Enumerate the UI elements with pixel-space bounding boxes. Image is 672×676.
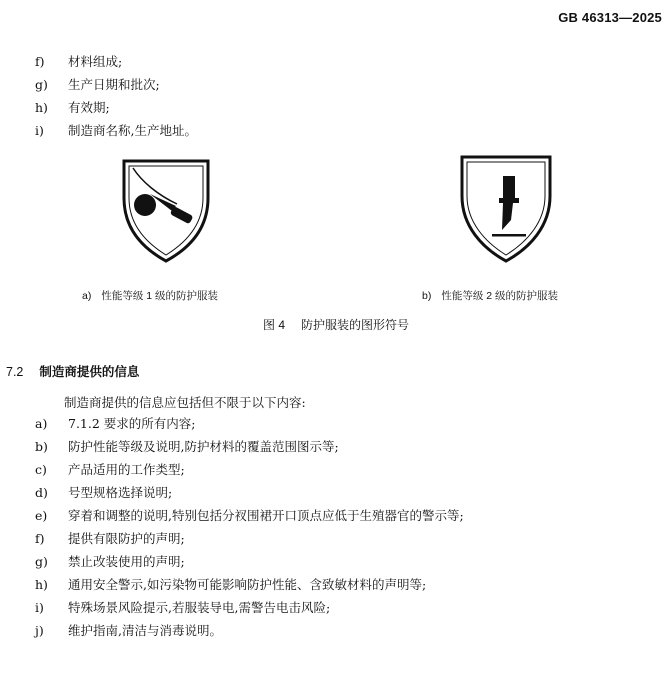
list-item bbox=[35, 550, 464, 573]
list-item bbox=[35, 619, 464, 642]
list-item bbox=[35, 527, 464, 550]
section-number: 7.2 bbox=[6, 365, 24, 379]
subfigure-caption-b: 性能等级 2 级的防护服装 bbox=[441, 290, 559, 302]
list-item bbox=[35, 96, 197, 119]
subfigure-label-a: a) bbox=[82, 290, 92, 302]
list-text: 防护性能等级及说明,防护材料的覆盖范围图示等; bbox=[68, 439, 339, 454]
list-marker: j) bbox=[35, 623, 44, 638]
list-marker: e) bbox=[35, 508, 48, 523]
knife-cut-shield-icon bbox=[120, 158, 212, 264]
list-marker: d) bbox=[35, 485, 48, 500]
figure-number: 图 4 bbox=[262, 318, 285, 332]
list-item bbox=[35, 458, 464, 481]
list-item bbox=[35, 73, 197, 96]
list-text: 穿着和调整的说明,特别包括分衩围裙开口顶点应低于生殖器官的警示等; bbox=[68, 508, 464, 523]
list-text: 提供有限防护的声明; bbox=[68, 531, 185, 546]
list-marker: h) bbox=[35, 577, 48, 592]
list-text: 产品适用的工作类型; bbox=[68, 462, 185, 477]
list-text: 禁止改装使用的声明; bbox=[68, 554, 185, 569]
list-marker: g) bbox=[35, 554, 48, 569]
list-marker: f) bbox=[35, 54, 45, 69]
figure-caption-b bbox=[422, 288, 558, 303]
list-text: 特殊场景风险提示,若服装导电,需警告电击风险; bbox=[68, 600, 331, 615]
list-item bbox=[35, 50, 197, 73]
list-text: 号型规格选择说明; bbox=[68, 485, 173, 500]
list-item bbox=[35, 412, 464, 435]
list-marker: a) bbox=[35, 416, 48, 431]
list-marker: i) bbox=[35, 600, 44, 615]
list-text: 材料组成; bbox=[68, 54, 123, 69]
subfigure-caption-a: 性能等级 1 级的防护服装 bbox=[101, 290, 219, 302]
section-intro: 制造商提供的信息应包括但不限于以下内容: bbox=[64, 395, 306, 410]
list-item bbox=[35, 504, 464, 527]
list-item bbox=[35, 481, 464, 504]
list-item bbox=[35, 573, 464, 596]
section-title: 制造商提供的信息 bbox=[39, 365, 140, 379]
figure-title-text: 防护服装的图形符号 bbox=[301, 318, 410, 332]
list-text: 有效期; bbox=[68, 100, 110, 115]
list-text: 维护指南,清洁与消毒说明。 bbox=[68, 623, 222, 638]
section-heading bbox=[6, 362, 139, 380]
list-item bbox=[35, 119, 197, 142]
list-marker: c) bbox=[35, 462, 47, 477]
list-marker: b) bbox=[35, 439, 48, 454]
knife-stab-shield-icon bbox=[458, 154, 554, 264]
list-item bbox=[35, 435, 464, 458]
info-list-top bbox=[35, 50, 197, 142]
list-item bbox=[35, 596, 464, 619]
subfigure-label-b: b) bbox=[422, 290, 432, 302]
standard-code: GB 46313—2025 bbox=[558, 10, 662, 25]
list-marker: i) bbox=[35, 123, 44, 138]
list-text: 通用安全警示,如污染物可能影响防护性能、含致敏材料的声明等; bbox=[68, 577, 427, 592]
info-list-section bbox=[35, 412, 464, 642]
list-marker: f) bbox=[35, 531, 45, 546]
list-text: 制造商名称,生产地址。 bbox=[68, 123, 197, 138]
figure-title bbox=[0, 316, 672, 333]
list-text: 生产日期和批次; bbox=[68, 77, 160, 92]
list-text: 7.1.2 要求的所有内容; bbox=[68, 416, 196, 431]
list-marker: g) bbox=[35, 77, 48, 92]
figure-caption-a bbox=[82, 288, 218, 303]
list-marker: h) bbox=[35, 100, 48, 115]
